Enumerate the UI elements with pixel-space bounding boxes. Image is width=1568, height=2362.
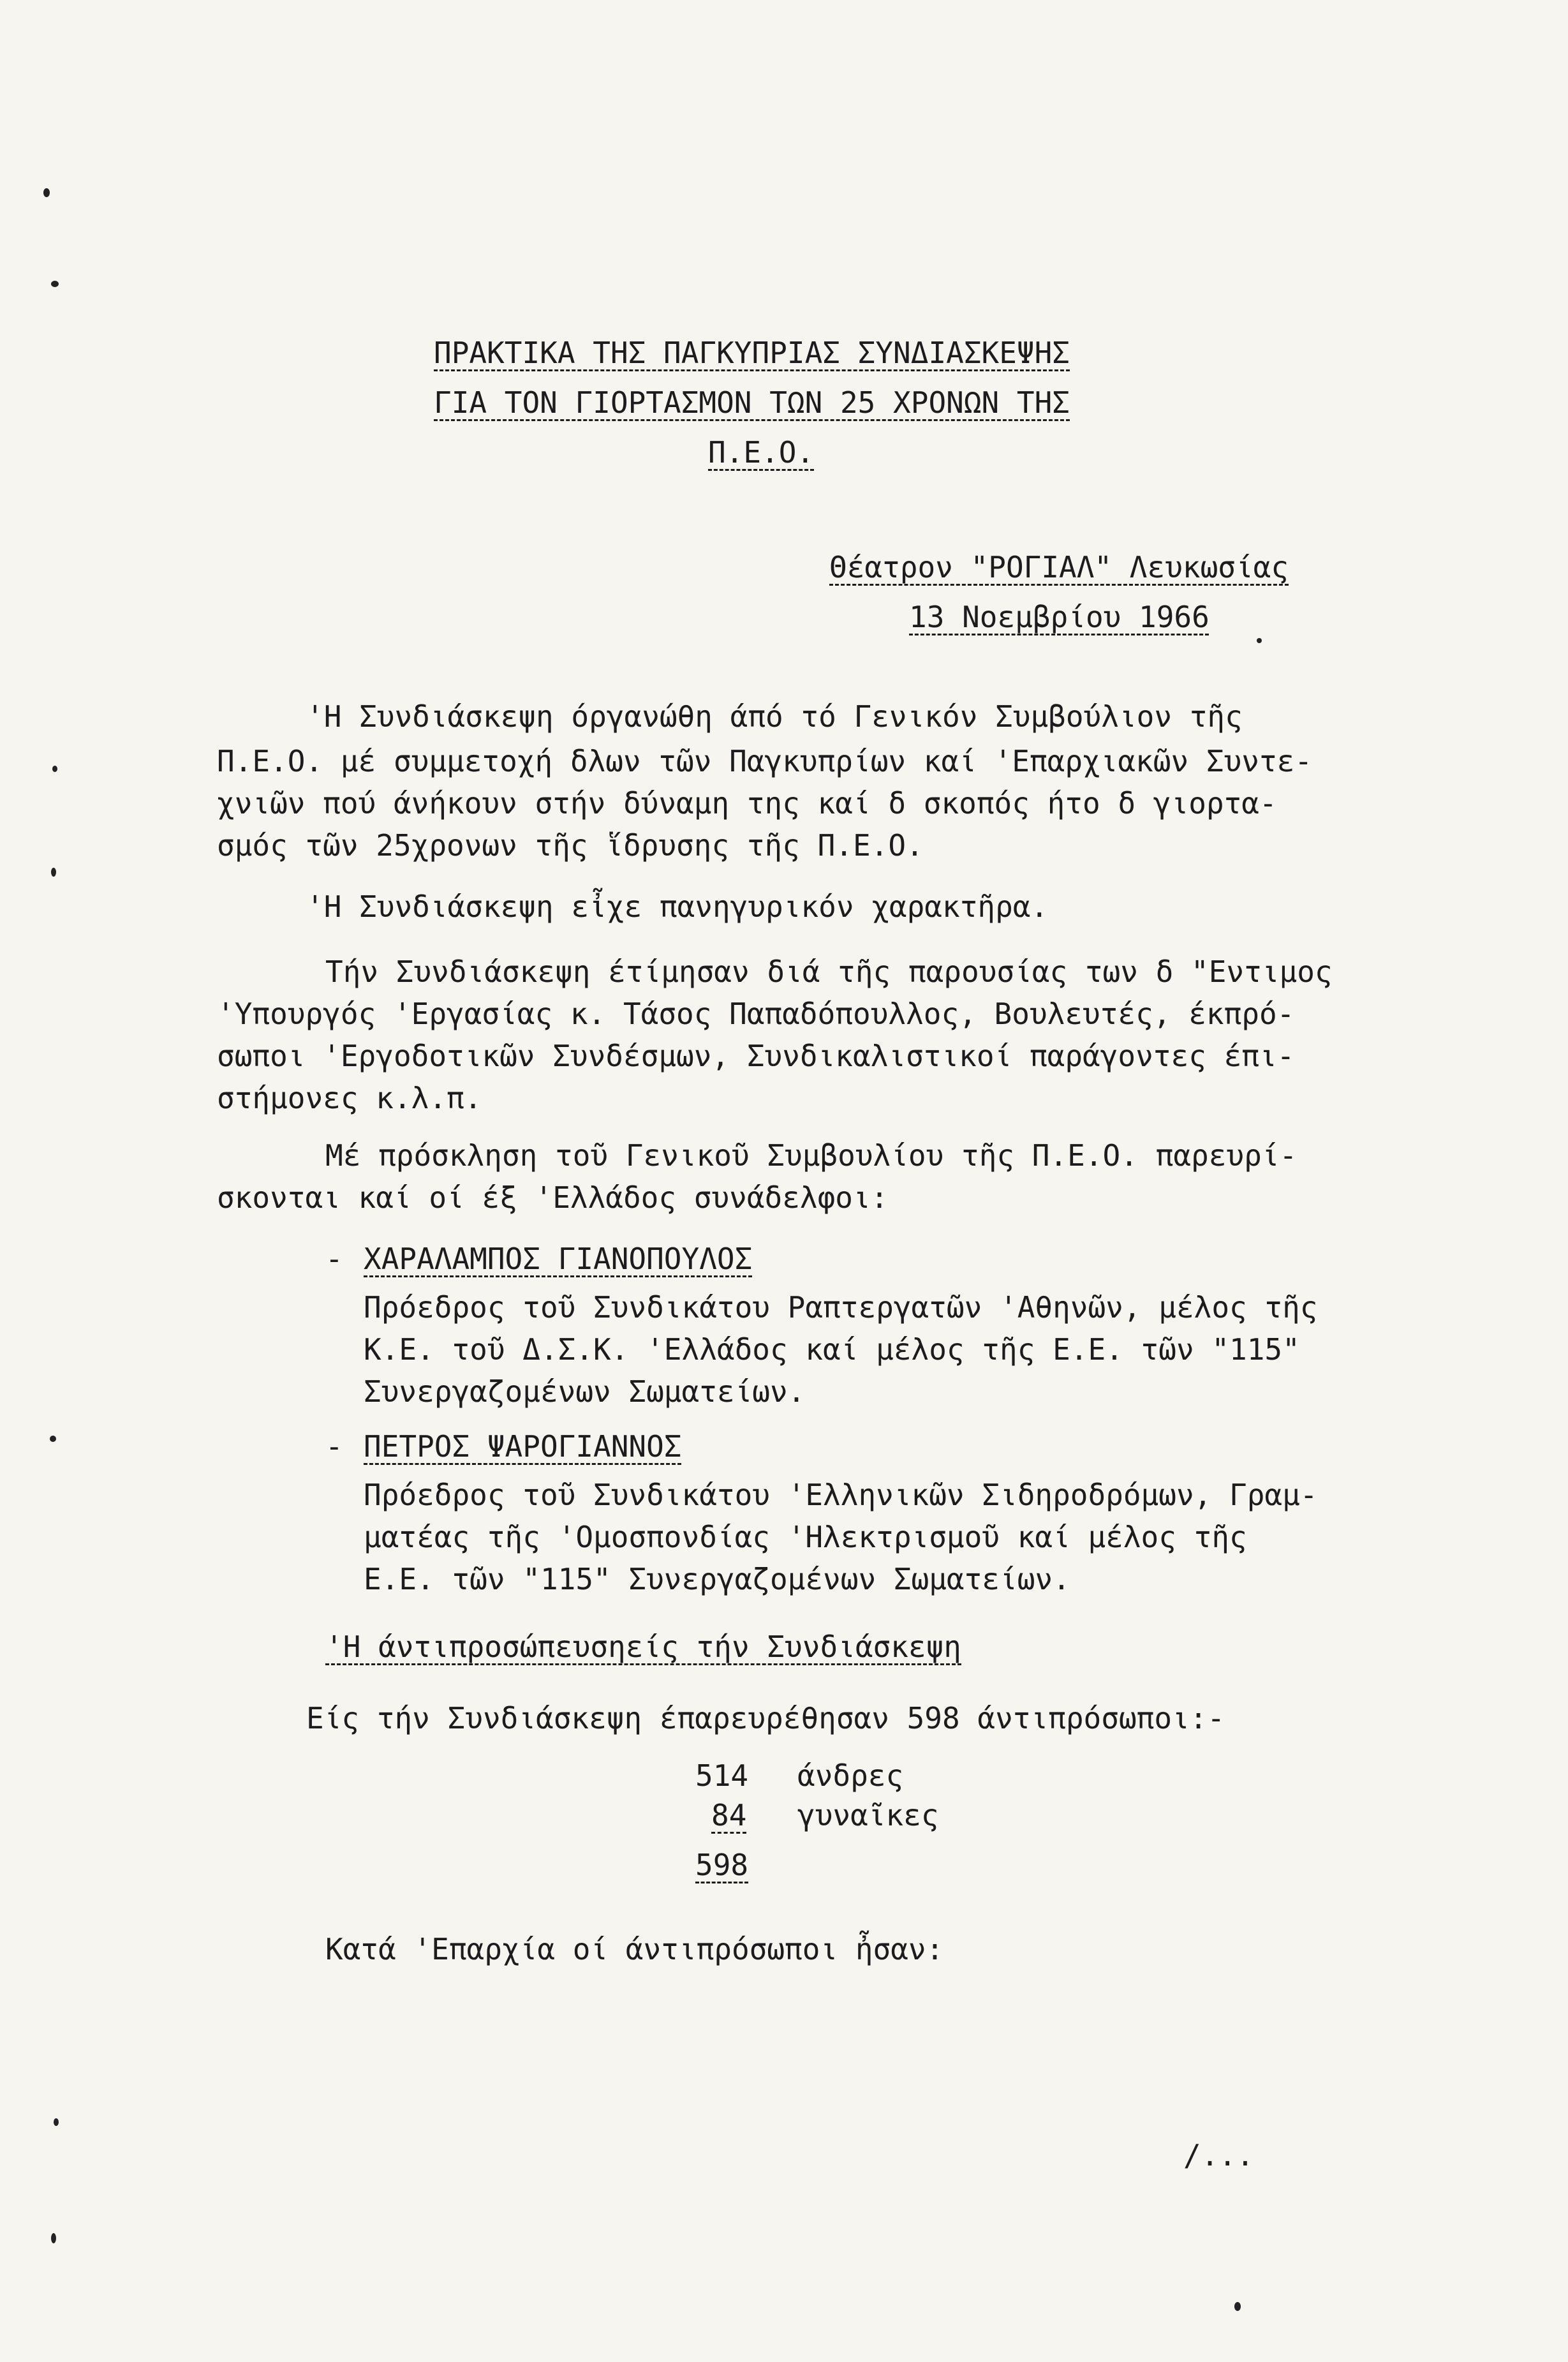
paragraph-invitation-line-1: Μέ πρόσκληση τοῦ Γενικοῦ Συμβουλίου τῆς Π.Ε.Ο. παρευρί-: [325, 1138, 1298, 1173]
women-count: 84: [711, 1798, 747, 1832]
paragraph-organization-line-2: Π.Ε.Ο. μέ συμμετοχή δλων τῶν Παγκυπρίων καί 'Επαρχιακῶν Συντε-: [217, 744, 1313, 778]
scan-speck: [52, 766, 57, 772]
scan-speck: [1257, 638, 1262, 643]
men-count: 514: [695, 1758, 749, 1793]
scan-speck: [50, 1436, 56, 1442]
title-line-3: Π.Ε.Ο.: [708, 435, 815, 470]
paragraph-honored-line-3: σωποι 'Εργοδοτικῶν Συνδέσμων, Συνδικαλιστικοί παράγοντες έπι-: [217, 1039, 1295, 1073]
scan-speck: [51, 2233, 56, 2243]
guest-2-dash: -: [325, 1429, 343, 1464]
paragraph-honored-line-1: Τήν Συνδιάσκεψη έτίμησαν διά τῆς παρουσίας των δ "Εντιμος: [325, 954, 1333, 989]
guest-1-desc-line-3: Συνεργαζομένων Σωματείων.: [364, 1374, 806, 1409]
guest-1-desc-line-1: Πρόεδρος τοῦ Συνδικάτου Ραπτεργατῶν 'Αθηνῶν, μέλος τῆς: [364, 1290, 1318, 1325]
guest-2-name: ΠΕΤΡΟΣ ΨΑΡΟΓΙΑΝΝΟΣ: [364, 1429, 682, 1464]
scan-speck: [51, 868, 56, 877]
date: 13 Νοεμβρίου 1966: [909, 600, 1209, 634]
closing-line: Κατά 'Επαρχία οί άντιπρόσωποι ἦσαν:: [325, 1932, 944, 1966]
scan-speck: [1234, 2302, 1241, 2311]
paragraph-character: 'Η Συνδιάσκεψη εἶχε πανηγυρικόν χαρακτῆρα.: [306, 889, 1049, 924]
section-heading-representation: 'Η άντιπροσώπευσηείς τήν Συνδιάσκεψη: [325, 1630, 961, 1664]
women-label: γυναῖκες: [797, 1798, 939, 1832]
continuation-mark: /...: [1183, 2138, 1254, 2173]
scan-speck: [43, 188, 50, 197]
title-line-2: ΓΙΑ ΤΟΝ ΓΙΟΡΤΑΣΜΟΝ ΤΩΝ 25 ΧΡΟΝΩΝ ΤΗΣ: [434, 385, 1070, 420]
guest-2-desc-line-2: ματέας τῆς 'Ομοσπονδίας 'Ηλεκτρισμοῦ καί μέλος τῆς: [364, 1520, 1247, 1554]
guest-1-name: ΧΑΡΑΛΑΜΠΟΣ ΓΙΑΝΟΠΟΥΛΟΣ: [364, 1242, 753, 1276]
scan-speck: [51, 281, 59, 287]
paragraph-organization-line-1: 'Η Συνδιάσκεψη όργανώθη άπό τό Γενικόν Συμβούλιον τῆς: [306, 699, 1243, 734]
guest-1-desc-line-2: Κ.Ε. τοῦ Δ.Σ.Κ. 'Ελλάδος καί μέλος τῆς Ε.Ε. τῶν "115": [364, 1332, 1300, 1367]
paragraph-organization-line-4: σμός τῶν 25χρονων τῆς ἵδρυσης τῆς Π.Ε.Ο.: [217, 828, 924, 863]
title-line-1: ΠΡΑΚΤΙΚΑ ΤΗΣ ΠΑΓΚΥΠΡΙΑΣ ΣΥΝΔΙΑΣΚΕΨΗΣ: [434, 336, 1070, 370]
guest-2-desc-line-1: Πρόεδρος τοῦ Συνδικάτου 'Ελληνικῶν Σιδηροδρόμων, Γραμ-: [364, 1478, 1318, 1512]
guest-1-dash: -: [325, 1242, 343, 1276]
guest-2-desc-line-3: Ε.Ε. τῶν "115" Συνεργαζομένων Σωματείων.: [364, 1562, 1070, 1596]
paragraph-honored-line-4: στήμονες κ.λ.π.: [217, 1081, 482, 1115]
total-count: 598: [695, 1848, 749, 1882]
attendance-line: Είς τήν Συνδιάσκεψη έπαρευρέθησαν 598 άντιπρόσωποι:-: [306, 1701, 1225, 1735]
paragraph-honored-line-2: 'Υπουργός 'Εργασίας κ. Τάσος Παπαδόπουλλος, Βουλευτές, έκπρό-: [217, 997, 1295, 1031]
paragraph-invitation-line-2: σκονται καί οί έξ 'Ελλάδος συνάδελφοι:: [217, 1180, 889, 1215]
venue: Θέατρον "ΡΟΓΙΑΛ" Λευκωσίας: [829, 550, 1289, 584]
scan-speck: [54, 2118, 59, 2126]
men-label: άνδρες: [797, 1758, 904, 1793]
paragraph-organization-line-3: χνιῶν πού άνήκουν στήν δύναμη της καί δ σκοπός ήτο δ γιορτα-: [217, 786, 1277, 821]
